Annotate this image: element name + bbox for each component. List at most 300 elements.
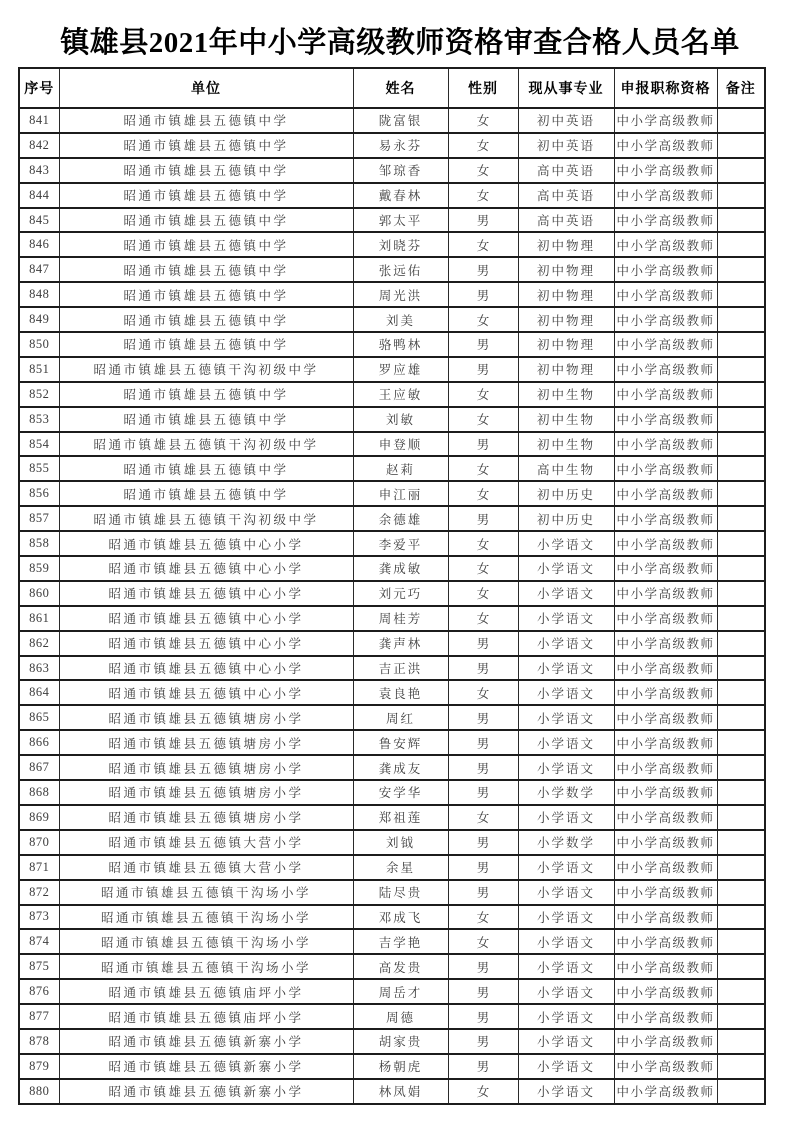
cell-remark bbox=[717, 705, 765, 730]
cell-remark bbox=[717, 1004, 765, 1029]
cell-seq: 848 bbox=[19, 282, 59, 307]
cell-seq: 869 bbox=[19, 805, 59, 830]
cell-gender: 女 bbox=[448, 1079, 518, 1104]
cell-title: 中小学高级教师 bbox=[614, 407, 717, 432]
cell-gender: 男 bbox=[448, 880, 518, 905]
cell-gender: 女 bbox=[448, 158, 518, 183]
table-row bbox=[19, 531, 765, 556]
cell-subject: 高中英语 bbox=[518, 208, 614, 233]
cell-unit: 昭通市镇雄县五德镇干沟场小学 bbox=[59, 880, 353, 905]
cell-remark bbox=[717, 556, 765, 581]
cell-subject: 小学语文 bbox=[518, 656, 614, 681]
cell-seq: 855 bbox=[19, 456, 59, 481]
cell-remark bbox=[717, 730, 765, 755]
table-row bbox=[19, 581, 765, 606]
cell-subject: 小学语文 bbox=[518, 1004, 614, 1029]
cell-unit: 昭通市镇雄县五德镇干沟场小学 bbox=[59, 905, 353, 930]
header-col-name: 姓名 bbox=[353, 68, 448, 108]
cell-remark bbox=[717, 606, 765, 631]
table-row bbox=[19, 805, 765, 830]
cell-subject: 初中生物 bbox=[518, 407, 614, 432]
cell-subject: 小学语文 bbox=[518, 880, 614, 905]
cell-gender: 男 bbox=[448, 730, 518, 755]
cell-unit: 昭通市镇雄县五德镇塘房小学 bbox=[59, 755, 353, 780]
cell-subject: 小学语文 bbox=[518, 730, 614, 755]
cell-subject: 初中历史 bbox=[518, 481, 614, 506]
cell-seq: 865 bbox=[19, 705, 59, 730]
cell-unit: 昭通市镇雄县五德镇塘房小学 bbox=[59, 805, 353, 830]
cell-gender: 男 bbox=[448, 979, 518, 1004]
cell-unit: 昭通市镇雄县五德镇中心小学 bbox=[59, 531, 353, 556]
cell-remark bbox=[717, 1029, 765, 1054]
cell-remark bbox=[717, 257, 765, 282]
cell-subject: 小学语文 bbox=[518, 1054, 614, 1079]
cell-name: 郭太平 bbox=[353, 208, 448, 233]
cell-subject: 小学语文 bbox=[518, 755, 614, 780]
cell-unit: 昭通市镇雄县五德镇中心小学 bbox=[59, 631, 353, 656]
cell-gender: 男 bbox=[448, 332, 518, 357]
cell-unit: 昭通市镇雄县五德镇中学 bbox=[59, 208, 353, 233]
cell-subject: 初中英语 bbox=[518, 108, 614, 133]
cell-subject: 初中生物 bbox=[518, 432, 614, 457]
cell-gender: 男 bbox=[448, 780, 518, 805]
cell-seq: 850 bbox=[19, 332, 59, 357]
cell-gender: 男 bbox=[448, 855, 518, 880]
cell-gender: 女 bbox=[448, 183, 518, 208]
cell-name: 杨朝虎 bbox=[353, 1054, 448, 1079]
cell-title: 中小学高级教师 bbox=[614, 158, 717, 183]
cell-name: 赵莉 bbox=[353, 456, 448, 481]
cell-seq: 877 bbox=[19, 1004, 59, 1029]
cell-unit: 昭通市镇雄县五德镇中心小学 bbox=[59, 581, 353, 606]
table-row bbox=[19, 830, 765, 855]
cell-remark bbox=[717, 456, 765, 481]
cell-seq: 847 bbox=[19, 257, 59, 282]
cell-seq: 853 bbox=[19, 407, 59, 432]
cell-remark bbox=[717, 133, 765, 158]
cell-unit: 昭通市镇雄县五德镇中学 bbox=[59, 481, 353, 506]
cell-unit: 昭通市镇雄县五德镇塘房小学 bbox=[59, 705, 353, 730]
cell-gender: 男 bbox=[448, 656, 518, 681]
cell-name: 陆尽贵 bbox=[353, 880, 448, 905]
cell-name: 刘元巧 bbox=[353, 581, 448, 606]
cell-seq: 859 bbox=[19, 556, 59, 581]
cell-gender: 男 bbox=[448, 631, 518, 656]
cell-title: 中小学高级教师 bbox=[614, 680, 717, 705]
cell-gender: 女 bbox=[448, 481, 518, 506]
cell-unit: 昭通市镇雄县五德镇中心小学 bbox=[59, 606, 353, 631]
cell-remark bbox=[717, 1079, 765, 1104]
cell-unit: 昭通市镇雄县五德镇塘房小学 bbox=[59, 730, 353, 755]
cell-name: 吉学艳 bbox=[353, 929, 448, 954]
cell-seq: 846 bbox=[19, 232, 59, 257]
cell-gender: 男 bbox=[448, 755, 518, 780]
cell-remark bbox=[717, 680, 765, 705]
cell-unit: 昭通市镇雄县五德镇中学 bbox=[59, 307, 353, 332]
table-row bbox=[19, 232, 765, 257]
cell-unit: 昭通市镇雄县五德镇新寨小学 bbox=[59, 1029, 353, 1054]
cell-subject: 小学数学 bbox=[518, 830, 614, 855]
cell-remark bbox=[717, 208, 765, 233]
cell-remark bbox=[717, 979, 765, 1004]
cell-title: 中小学高级教师 bbox=[614, 581, 717, 606]
table-header bbox=[19, 68, 765, 108]
cell-name: 刘美 bbox=[353, 307, 448, 332]
cell-title: 中小学高级教师 bbox=[614, 905, 717, 930]
cell-title: 中小学高级教师 bbox=[614, 307, 717, 332]
cell-remark bbox=[717, 531, 765, 556]
table-row bbox=[19, 158, 765, 183]
cell-name: 周光洪 bbox=[353, 282, 448, 307]
table-row bbox=[19, 905, 765, 930]
table-row bbox=[19, 407, 765, 432]
table-row bbox=[19, 1029, 765, 1054]
cell-name: 龚声林 bbox=[353, 631, 448, 656]
table-row bbox=[19, 456, 765, 481]
header-col-unit: 单位 bbox=[59, 68, 353, 108]
cell-unit: 昭通市镇雄县五德镇中学 bbox=[59, 282, 353, 307]
cell-name: 周德 bbox=[353, 1004, 448, 1029]
cell-name: 龚成敏 bbox=[353, 556, 448, 581]
cell-subject: 小学语文 bbox=[518, 805, 614, 830]
cell-subject: 高中英语 bbox=[518, 183, 614, 208]
cell-seq: 860 bbox=[19, 581, 59, 606]
cell-name: 龚成友 bbox=[353, 755, 448, 780]
cell-title: 中小学高级教师 bbox=[614, 357, 717, 382]
table-row bbox=[19, 855, 765, 880]
cell-title: 中小学高级教师 bbox=[614, 954, 717, 979]
cell-name: 周桂芳 bbox=[353, 606, 448, 631]
cell-title: 中小学高级教师 bbox=[614, 606, 717, 631]
table-row bbox=[19, 133, 765, 158]
cell-title: 中小学高级教师 bbox=[614, 506, 717, 531]
cell-gender: 女 bbox=[448, 581, 518, 606]
cell-title: 中小学高级教师 bbox=[614, 1004, 717, 1029]
cell-gender: 男 bbox=[448, 432, 518, 457]
cell-gender: 男 bbox=[448, 357, 518, 382]
cell-unit: 昭通市镇雄县五德镇中学 bbox=[59, 183, 353, 208]
table-row bbox=[19, 954, 765, 979]
cell-name: 王应敏 bbox=[353, 382, 448, 407]
table-row bbox=[19, 606, 765, 631]
cell-subject: 小学语文 bbox=[518, 929, 614, 954]
cell-seq: 872 bbox=[19, 880, 59, 905]
cell-subject: 小学语文 bbox=[518, 905, 614, 930]
cell-remark bbox=[717, 307, 765, 332]
cell-gender: 男 bbox=[448, 1004, 518, 1029]
cell-title: 中小学高级教师 bbox=[614, 1054, 717, 1079]
cell-subject: 初中历史 bbox=[518, 506, 614, 531]
cell-unit: 昭通市镇雄县五德镇大营小学 bbox=[59, 855, 353, 880]
cell-subject: 小学语文 bbox=[518, 556, 614, 581]
cell-seq: 857 bbox=[19, 506, 59, 531]
cell-unit: 昭通市镇雄县五德镇中学 bbox=[59, 108, 353, 133]
cell-remark bbox=[717, 855, 765, 880]
cell-remark bbox=[717, 905, 765, 930]
cell-title: 中小学高级教师 bbox=[614, 481, 717, 506]
cell-title: 中小学高级教师 bbox=[614, 755, 717, 780]
table-row bbox=[19, 357, 765, 382]
cell-seq: 862 bbox=[19, 631, 59, 656]
cell-seq: 861 bbox=[19, 606, 59, 631]
table-row bbox=[19, 556, 765, 581]
header-col-subject: 现从事专业 bbox=[518, 68, 614, 108]
cell-unit: 昭通市镇雄县五德镇中心小学 bbox=[59, 680, 353, 705]
cell-seq: 864 bbox=[19, 680, 59, 705]
cell-seq: 873 bbox=[19, 905, 59, 930]
cell-subject: 小学语文 bbox=[518, 1079, 614, 1104]
cell-seq: 875 bbox=[19, 954, 59, 979]
header-col-remark: 备注 bbox=[717, 68, 765, 108]
cell-remark bbox=[717, 357, 765, 382]
table-row bbox=[19, 382, 765, 407]
cell-title: 中小学高级教师 bbox=[614, 929, 717, 954]
cell-seq: 858 bbox=[19, 531, 59, 556]
cell-gender: 女 bbox=[448, 108, 518, 133]
header-col-gender: 性别 bbox=[448, 68, 518, 108]
cell-seq: 876 bbox=[19, 979, 59, 1004]
table-row bbox=[19, 506, 765, 531]
cell-seq: 867 bbox=[19, 755, 59, 780]
cell-title: 中小学高级教师 bbox=[614, 332, 717, 357]
cell-subject: 初中物理 bbox=[518, 332, 614, 357]
table-row bbox=[19, 332, 765, 357]
cell-name: 余星 bbox=[353, 855, 448, 880]
cell-gender: 女 bbox=[448, 929, 518, 954]
cell-remark bbox=[717, 108, 765, 133]
cell-title: 中小学高级教师 bbox=[614, 382, 717, 407]
cell-name: 吉正洪 bbox=[353, 656, 448, 681]
table-row bbox=[19, 307, 765, 332]
cell-seq: 852 bbox=[19, 382, 59, 407]
cell-remark bbox=[717, 232, 765, 257]
table-row bbox=[19, 780, 765, 805]
cell-remark bbox=[717, 481, 765, 506]
cell-remark bbox=[717, 929, 765, 954]
cell-subject: 高中生物 bbox=[518, 456, 614, 481]
cell-name: 余德雄 bbox=[353, 506, 448, 531]
cell-subject: 初中物理 bbox=[518, 307, 614, 332]
cell-gender: 女 bbox=[448, 133, 518, 158]
cell-name: 周红 bbox=[353, 705, 448, 730]
cell-title: 中小学高级教师 bbox=[614, 730, 717, 755]
cell-gender: 女 bbox=[448, 805, 518, 830]
header-col-title: 申报职称资格 bbox=[614, 68, 717, 108]
cell-seq: 866 bbox=[19, 730, 59, 755]
cell-remark bbox=[717, 506, 765, 531]
table-row bbox=[19, 755, 765, 780]
cell-gender: 女 bbox=[448, 232, 518, 257]
cell-unit: 昭通市镇雄县五德镇新寨小学 bbox=[59, 1054, 353, 1079]
cell-seq: 870 bbox=[19, 830, 59, 855]
cell-remark bbox=[717, 880, 765, 905]
cell-remark bbox=[717, 631, 765, 656]
table-row bbox=[19, 1004, 765, 1029]
cell-subject: 初中生物 bbox=[518, 382, 614, 407]
table-body bbox=[19, 108, 765, 1104]
cell-remark bbox=[717, 954, 765, 979]
cell-seq: 863 bbox=[19, 656, 59, 681]
cell-subject: 小学语文 bbox=[518, 1029, 614, 1054]
cell-name: 郑祖莲 bbox=[353, 805, 448, 830]
table-row bbox=[19, 1079, 765, 1104]
cell-gender: 男 bbox=[448, 257, 518, 282]
cell-name: 安学华 bbox=[353, 780, 448, 805]
cell-subject: 小学语文 bbox=[518, 531, 614, 556]
cell-remark bbox=[717, 780, 765, 805]
header-col-seq: 序号 bbox=[19, 68, 59, 108]
table-row bbox=[19, 979, 765, 1004]
cell-subject: 小学语文 bbox=[518, 680, 614, 705]
cell-subject: 小学语文 bbox=[518, 606, 614, 631]
cell-title: 中小学高级教师 bbox=[614, 830, 717, 855]
cell-unit: 昭通市镇雄县五德镇中心小学 bbox=[59, 656, 353, 681]
cell-name: 申登顺 bbox=[353, 432, 448, 457]
cell-remark bbox=[717, 432, 765, 457]
cell-name: 袁良艳 bbox=[353, 680, 448, 705]
cell-gender: 男 bbox=[448, 282, 518, 307]
header-row bbox=[19, 68, 765, 108]
cell-gender: 男 bbox=[448, 506, 518, 531]
cell-seq: 845 bbox=[19, 208, 59, 233]
cell-name: 骆鸭林 bbox=[353, 332, 448, 357]
cell-subject: 高中英语 bbox=[518, 158, 614, 183]
table-row bbox=[19, 880, 765, 905]
cell-title: 中小学高级教师 bbox=[614, 432, 717, 457]
cell-gender: 女 bbox=[448, 680, 518, 705]
cell-title: 中小学高级教师 bbox=[614, 780, 717, 805]
cell-gender: 女 bbox=[448, 556, 518, 581]
cell-name: 林凤娟 bbox=[353, 1079, 448, 1104]
cell-title: 中小学高级教师 bbox=[614, 880, 717, 905]
cell-gender: 女 bbox=[448, 905, 518, 930]
table-row bbox=[19, 282, 765, 307]
cell-name: 罗应雄 bbox=[353, 357, 448, 382]
table-row bbox=[19, 1054, 765, 1079]
cell-unit: 昭通市镇雄县五德镇中学 bbox=[59, 133, 353, 158]
cell-unit: 昭通市镇雄县五德镇干沟初级中学 bbox=[59, 357, 353, 382]
table-row bbox=[19, 680, 765, 705]
table-row bbox=[19, 631, 765, 656]
table-row bbox=[19, 183, 765, 208]
cell-gender: 女 bbox=[448, 531, 518, 556]
cell-seq: 856 bbox=[19, 481, 59, 506]
cell-name: 刘晓芬 bbox=[353, 232, 448, 257]
cell-name: 陇富银 bbox=[353, 108, 448, 133]
cell-gender: 男 bbox=[448, 1054, 518, 1079]
cell-unit: 昭通市镇雄县五德镇中学 bbox=[59, 158, 353, 183]
cell-name: 刘敏 bbox=[353, 407, 448, 432]
cell-seq: 880 bbox=[19, 1079, 59, 1104]
table-row bbox=[19, 481, 765, 506]
cell-seq: 879 bbox=[19, 1054, 59, 1079]
cell-name: 申江丽 bbox=[353, 481, 448, 506]
table-row bbox=[19, 108, 765, 133]
cell-seq: 868 bbox=[19, 780, 59, 805]
cell-remark bbox=[717, 805, 765, 830]
cell-title: 中小学高级教师 bbox=[614, 456, 717, 481]
cell-title: 中小学高级教师 bbox=[614, 108, 717, 133]
cell-unit: 昭通市镇雄县五德镇塘房小学 bbox=[59, 780, 353, 805]
table-row bbox=[19, 656, 765, 681]
cell-subject: 初中物理 bbox=[518, 357, 614, 382]
cell-name: 邓成飞 bbox=[353, 905, 448, 930]
cell-gender: 女 bbox=[448, 606, 518, 631]
cell-unit: 昭通市镇雄县五德镇中心小学 bbox=[59, 556, 353, 581]
cell-subject: 小学语文 bbox=[518, 581, 614, 606]
cell-unit: 昭通市镇雄县五德镇大营小学 bbox=[59, 830, 353, 855]
page-title: 镇雄县2021年中小学高级教师资格审查合格人员名单 bbox=[60, 27, 740, 59]
cell-name: 高发贵 bbox=[353, 954, 448, 979]
cell-subject: 小学语文 bbox=[518, 631, 614, 656]
cell-remark bbox=[717, 332, 765, 357]
cell-remark bbox=[717, 183, 765, 208]
cell-title: 中小学高级教师 bbox=[614, 183, 717, 208]
cell-gender: 男 bbox=[448, 1029, 518, 1054]
cell-title: 中小学高级教师 bbox=[614, 1079, 717, 1104]
cell-remark bbox=[717, 158, 765, 183]
cell-title: 中小学高级教师 bbox=[614, 1029, 717, 1054]
cell-title: 中小学高级教师 bbox=[614, 631, 717, 656]
cell-title: 中小学高级教师 bbox=[614, 805, 717, 830]
cell-title: 中小学高级教师 bbox=[614, 705, 717, 730]
table-row bbox=[19, 929, 765, 954]
cell-remark bbox=[717, 407, 765, 432]
table-row bbox=[19, 705, 765, 730]
cell-name: 李爱平 bbox=[353, 531, 448, 556]
cell-subject: 初中物理 bbox=[518, 257, 614, 282]
cell-name: 胡家贵 bbox=[353, 1029, 448, 1054]
cell-gender: 男 bbox=[448, 830, 518, 855]
cell-subject: 小学语文 bbox=[518, 855, 614, 880]
cell-subject: 小学语文 bbox=[518, 979, 614, 1004]
cell-unit: 昭通市镇雄县五德镇中学 bbox=[59, 456, 353, 481]
cell-unit: 昭通市镇雄县五德镇庙坪小学 bbox=[59, 1004, 353, 1029]
cell-title: 中小学高级教师 bbox=[614, 556, 717, 581]
cell-title: 中小学高级教师 bbox=[614, 855, 717, 880]
cell-seq: 844 bbox=[19, 183, 59, 208]
cell-unit: 昭通市镇雄县五德镇中学 bbox=[59, 332, 353, 357]
cell-name: 鲁安辉 bbox=[353, 730, 448, 755]
cell-title: 中小学高级教师 bbox=[614, 133, 717, 158]
cell-title: 中小学高级教师 bbox=[614, 208, 717, 233]
cell-subject: 小学语文 bbox=[518, 705, 614, 730]
cell-title: 中小学高级教师 bbox=[614, 979, 717, 1004]
cell-title: 中小学高级教师 bbox=[614, 257, 717, 282]
cell-remark bbox=[717, 1054, 765, 1079]
cell-gender: 男 bbox=[448, 954, 518, 979]
cell-gender: 男 bbox=[448, 208, 518, 233]
cell-unit: 昭通市镇雄县五德镇干沟场小学 bbox=[59, 929, 353, 954]
cell-subject: 初中物理 bbox=[518, 282, 614, 307]
cell-name: 戴春林 bbox=[353, 183, 448, 208]
cell-name: 周岳才 bbox=[353, 979, 448, 1004]
cell-seq: 843 bbox=[19, 158, 59, 183]
roster-table bbox=[18, 67, 766, 1105]
cell-title: 中小学高级教师 bbox=[614, 232, 717, 257]
cell-gender: 女 bbox=[448, 456, 518, 481]
cell-seq: 854 bbox=[19, 432, 59, 457]
cell-seq: 842 bbox=[19, 133, 59, 158]
cell-subject: 初中英语 bbox=[518, 133, 614, 158]
cell-seq: 874 bbox=[19, 929, 59, 954]
cell-unit: 昭通市镇雄县五德镇干沟初级中学 bbox=[59, 506, 353, 531]
cell-name: 易永芬 bbox=[353, 133, 448, 158]
cell-subject: 小学数学 bbox=[518, 780, 614, 805]
table-row bbox=[19, 257, 765, 282]
cell-gender: 女 bbox=[448, 407, 518, 432]
cell-gender: 女 bbox=[448, 382, 518, 407]
